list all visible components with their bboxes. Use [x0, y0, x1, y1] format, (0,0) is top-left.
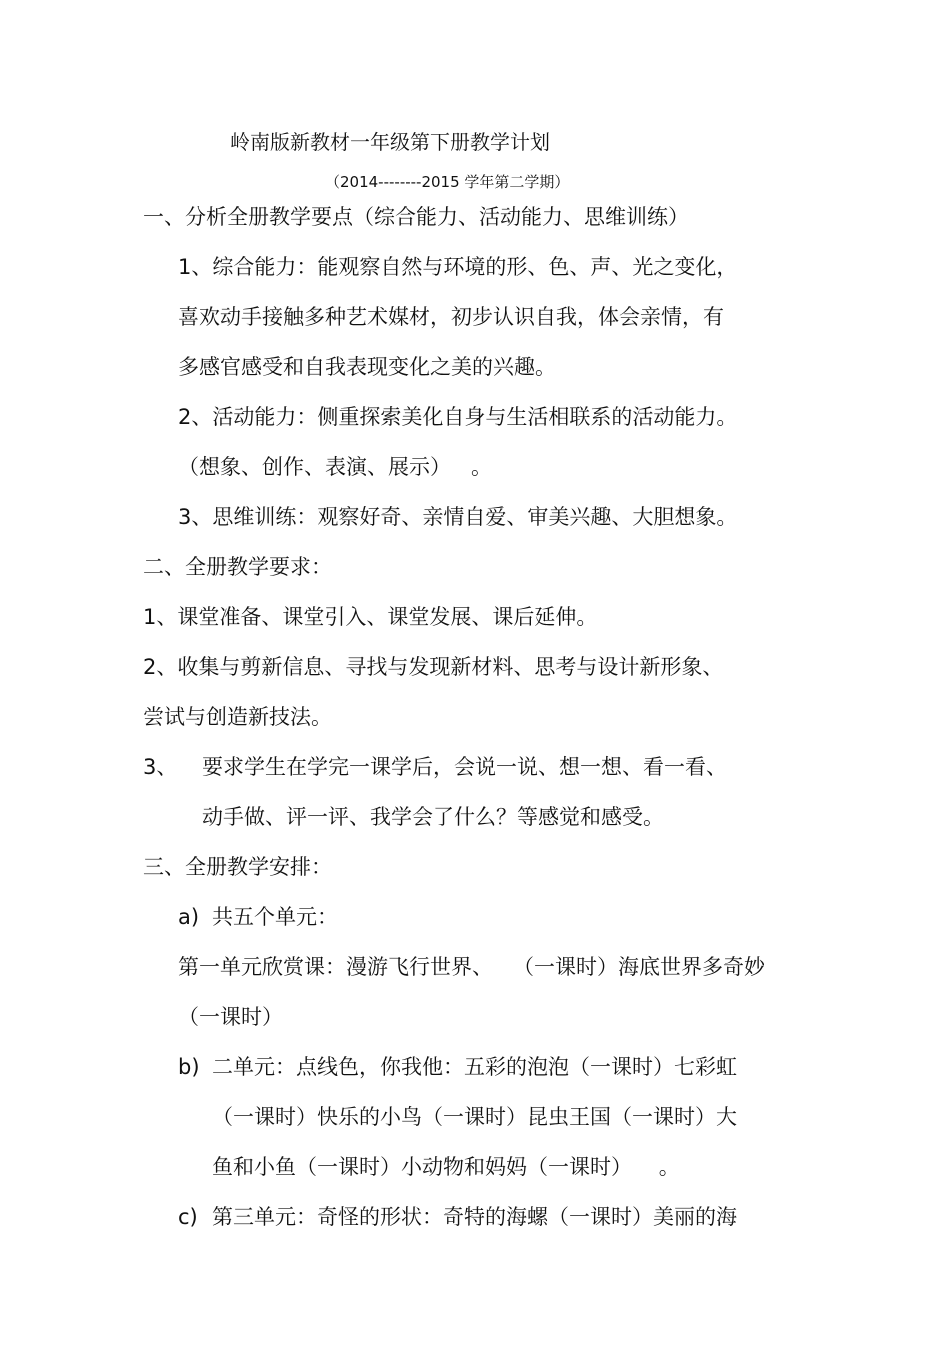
paragraph-line: 二单元：点线色，你我他：五彩的泡泡（一课时）七彩虹 — [212, 1055, 737, 1079]
paragraph-line: 喜欢动手接触多种艺术媒材，初步认识自我，体会亲情，有 — [178, 305, 724, 329]
paragraph-line: 动手做、评一评、我学会了什么？等感觉和感受。 — [202, 805, 664, 829]
section-heading-1: 一、分析全册教学要点（综合能力、活动能力、思维训练） — [143, 205, 689, 229]
paragraph-line: 鱼和小鱼（一课时）小动物和妈妈（一课时） 。 — [212, 1155, 680, 1179]
paragraph-line: 共五个单元： — [212, 905, 338, 929]
doc-subtitle: （2014--------2015 学年第二学期） — [325, 173, 570, 191]
paragraph-line: （一课时） — [178, 1005, 283, 1029]
list-marker: c) — [178, 1205, 198, 1229]
paragraph-line: 3、思维训练：观察好奇、亲情自爱、审美兴趣、大胆想象。 — [178, 505, 738, 529]
paragraph-line: 多感官感受和自我表现变化之美的兴趣。 — [178, 355, 556, 379]
paragraph-line: 要求学生在学完一课学后，会说一说、想一想、看一看、 — [202, 755, 727, 779]
list-marker: a) — [178, 905, 200, 929]
paragraph-line: （想象、创作、表演、展示） 。 — [178, 455, 493, 479]
paragraph-line: 尝试与创造新技法。 — [143, 705, 332, 729]
list-marker: b) — [178, 1055, 200, 1079]
paragraph-line: 第一单元欣赏课：漫游飞行世界、 （一课时）海底世界多奇妙 — [178, 955, 766, 979]
list-marker: 3、 — [143, 755, 178, 779]
section-heading-3: 三、全册教学安排： — [143, 855, 332, 879]
paragraph-line: （一课时）快乐的小鸟（一课时）昆虫王国（一课时）大 — [212, 1105, 737, 1129]
paragraph-line: 1、课堂准备、课堂引入、课堂发展、课后延伸。 — [143, 605, 598, 629]
paragraph-line: 2、活动能力：侧重探索美化自身与生活相联系的活动能力。 — [178, 405, 738, 429]
paragraph-line: 1、综合能力：能观察自然与环境的形、色、声、光之变化， — [178, 255, 738, 279]
paragraph-line: 第三单元：奇怪的形状：奇特的海螺（一课时）美丽的海 — [212, 1205, 737, 1229]
doc-title: 岭南版新教材一年级第下册教学计划 — [230, 130, 550, 154]
section-heading-2: 二、全册教学要求： — [143, 555, 332, 579]
paragraph-line: 2、收集与剪新信息、寻找与发现新材料、思考与设计新形象、 — [143, 655, 724, 679]
